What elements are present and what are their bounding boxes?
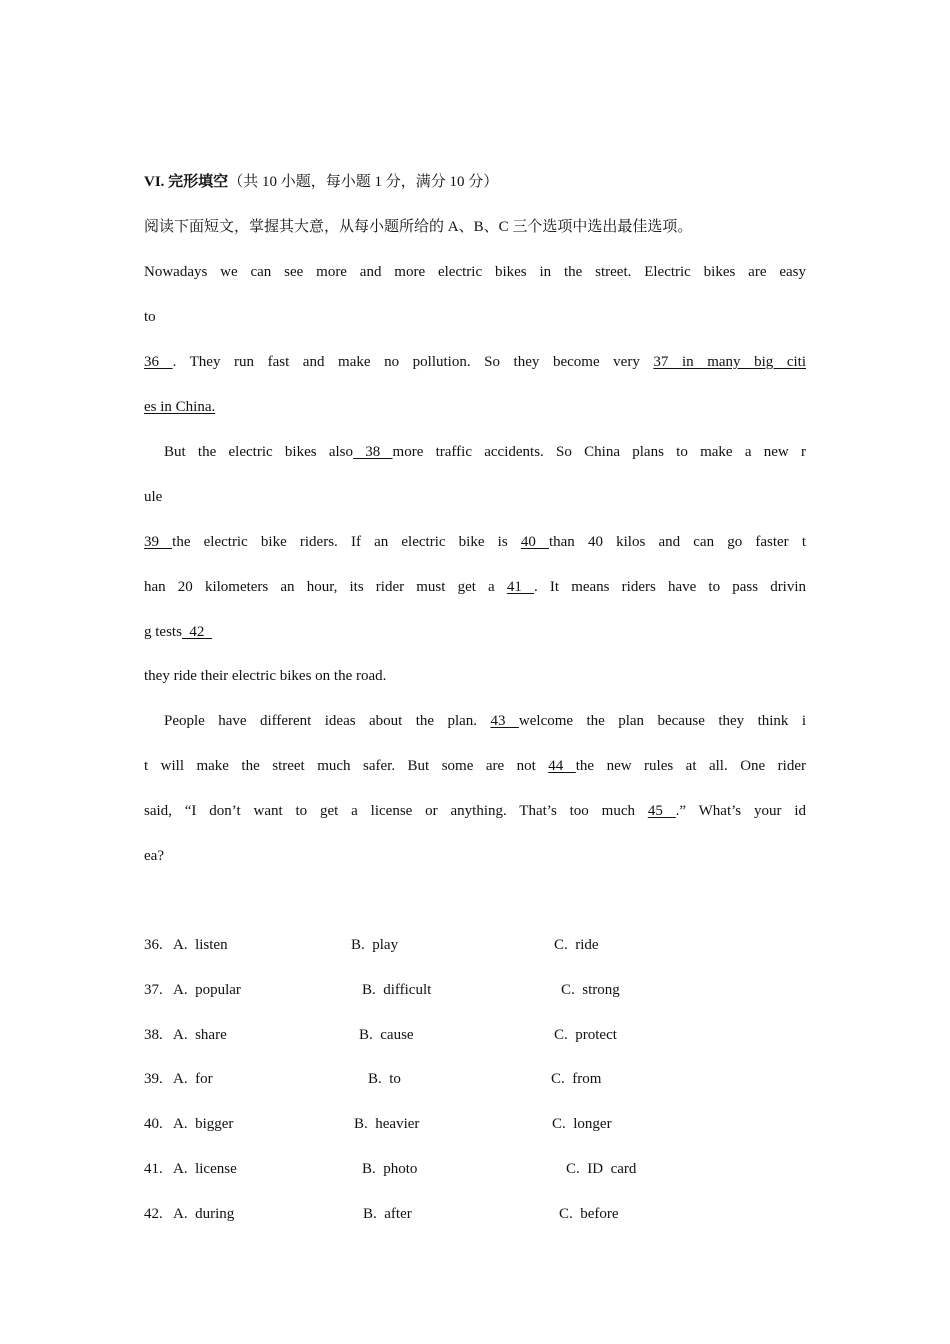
option-c: C. ID card xyxy=(566,1161,637,1177)
option-a: A. license xyxy=(173,1161,237,1177)
option-b: B. to xyxy=(368,1071,401,1087)
blank-39: 39 xyxy=(144,534,173,550)
option-c: C. from xyxy=(551,1071,602,1087)
passage-line: But the electric bikes also 38 more traffic accidents. So China plans to make a new r xyxy=(164,444,807,460)
option-a: A. share xyxy=(173,1027,227,1043)
section-number: VI xyxy=(144,174,161,190)
blank-37: 37 in many big citi xyxy=(653,354,806,370)
option-c: C. before xyxy=(559,1206,619,1222)
question-number: 42. xyxy=(144,1206,163,1222)
option-b: B. difficult xyxy=(362,982,432,998)
option-a: A. bigger xyxy=(173,1116,234,1132)
option-c: C. protect xyxy=(554,1027,617,1043)
option-b: B. photo xyxy=(362,1161,418,1177)
passage-line: 36 . They run fast and make no pollution. So they become very 37 in many big citi xyxy=(144,354,806,370)
blank-38: 38 xyxy=(353,444,393,460)
instruction: 阅读下面短文，掌握其大意，从每小题所给的 A、B、C 三个选项中选出最佳选项。 xyxy=(144,219,693,235)
passage-line: said, “I don’t want to get a license or anything. That’s too much 45 .” What’s your id xyxy=(144,803,806,819)
option-a: A. popular xyxy=(173,982,241,998)
blank-40: 40 xyxy=(520,534,549,550)
passage-line: People have different ideas about the plan. 43 welcome the plan because they think i xyxy=(164,713,806,729)
passage-line: they ride their electric bikes on the road. xyxy=(144,668,387,684)
blank-44: 44 xyxy=(548,758,576,774)
section-heading: VI. 完形填空（共 10 小题，每小题 1 分，满分 10 分） xyxy=(144,174,499,190)
blank-43: 43 xyxy=(490,713,519,729)
question-number: 38. xyxy=(144,1027,163,1043)
option-b: B. after xyxy=(363,1206,412,1222)
passage-line: han 20 kilometers an hour, its rider must get a 41 . It means riders have to pass drivin xyxy=(144,579,807,595)
blank-45: 45 xyxy=(647,803,676,819)
option-c: C. ride xyxy=(554,937,599,953)
option-b: B. heavier xyxy=(354,1116,420,1132)
passage-line: Nowadays we can see more and more electric bikes in the street. Electric bikes are easy xyxy=(144,264,806,280)
passage-line: t will make the street much safer. But some are not 44 the new rules at all. One rider xyxy=(144,758,806,774)
question-number: 36. xyxy=(144,937,163,953)
option-a: A. for xyxy=(173,1071,213,1087)
passage-line: ea? xyxy=(144,848,164,864)
option-a: A. listen xyxy=(173,937,228,953)
blank-41: 41 xyxy=(506,579,534,595)
section-title: 完形填空 xyxy=(168,174,229,190)
passage-line: es in China. xyxy=(144,399,216,415)
blank-36: 36 xyxy=(144,354,173,370)
question-number: 40. xyxy=(144,1116,163,1132)
option-b: B. play xyxy=(351,937,399,953)
question-number: 39. xyxy=(144,1071,163,1087)
section-note: （共 10 小题，每小题 1 分，满分 10 分） xyxy=(228,174,499,190)
passage-line: 39 the electric bike riders. If an electric bike is 40 than 40 kilos and can go faster t xyxy=(144,534,807,550)
option-c: C. longer xyxy=(552,1116,612,1132)
passage-line: g tests 42 xyxy=(144,624,212,640)
passage-line: ule xyxy=(144,489,163,505)
blank-42: 42 xyxy=(181,624,212,640)
option-a: A. during xyxy=(173,1206,235,1222)
option-b: B. cause xyxy=(359,1027,414,1043)
option-c: C. strong xyxy=(561,982,620,998)
passage-line: to xyxy=(144,309,156,325)
question-number: 41. xyxy=(144,1161,163,1177)
question-number: 37. xyxy=(144,982,163,998)
